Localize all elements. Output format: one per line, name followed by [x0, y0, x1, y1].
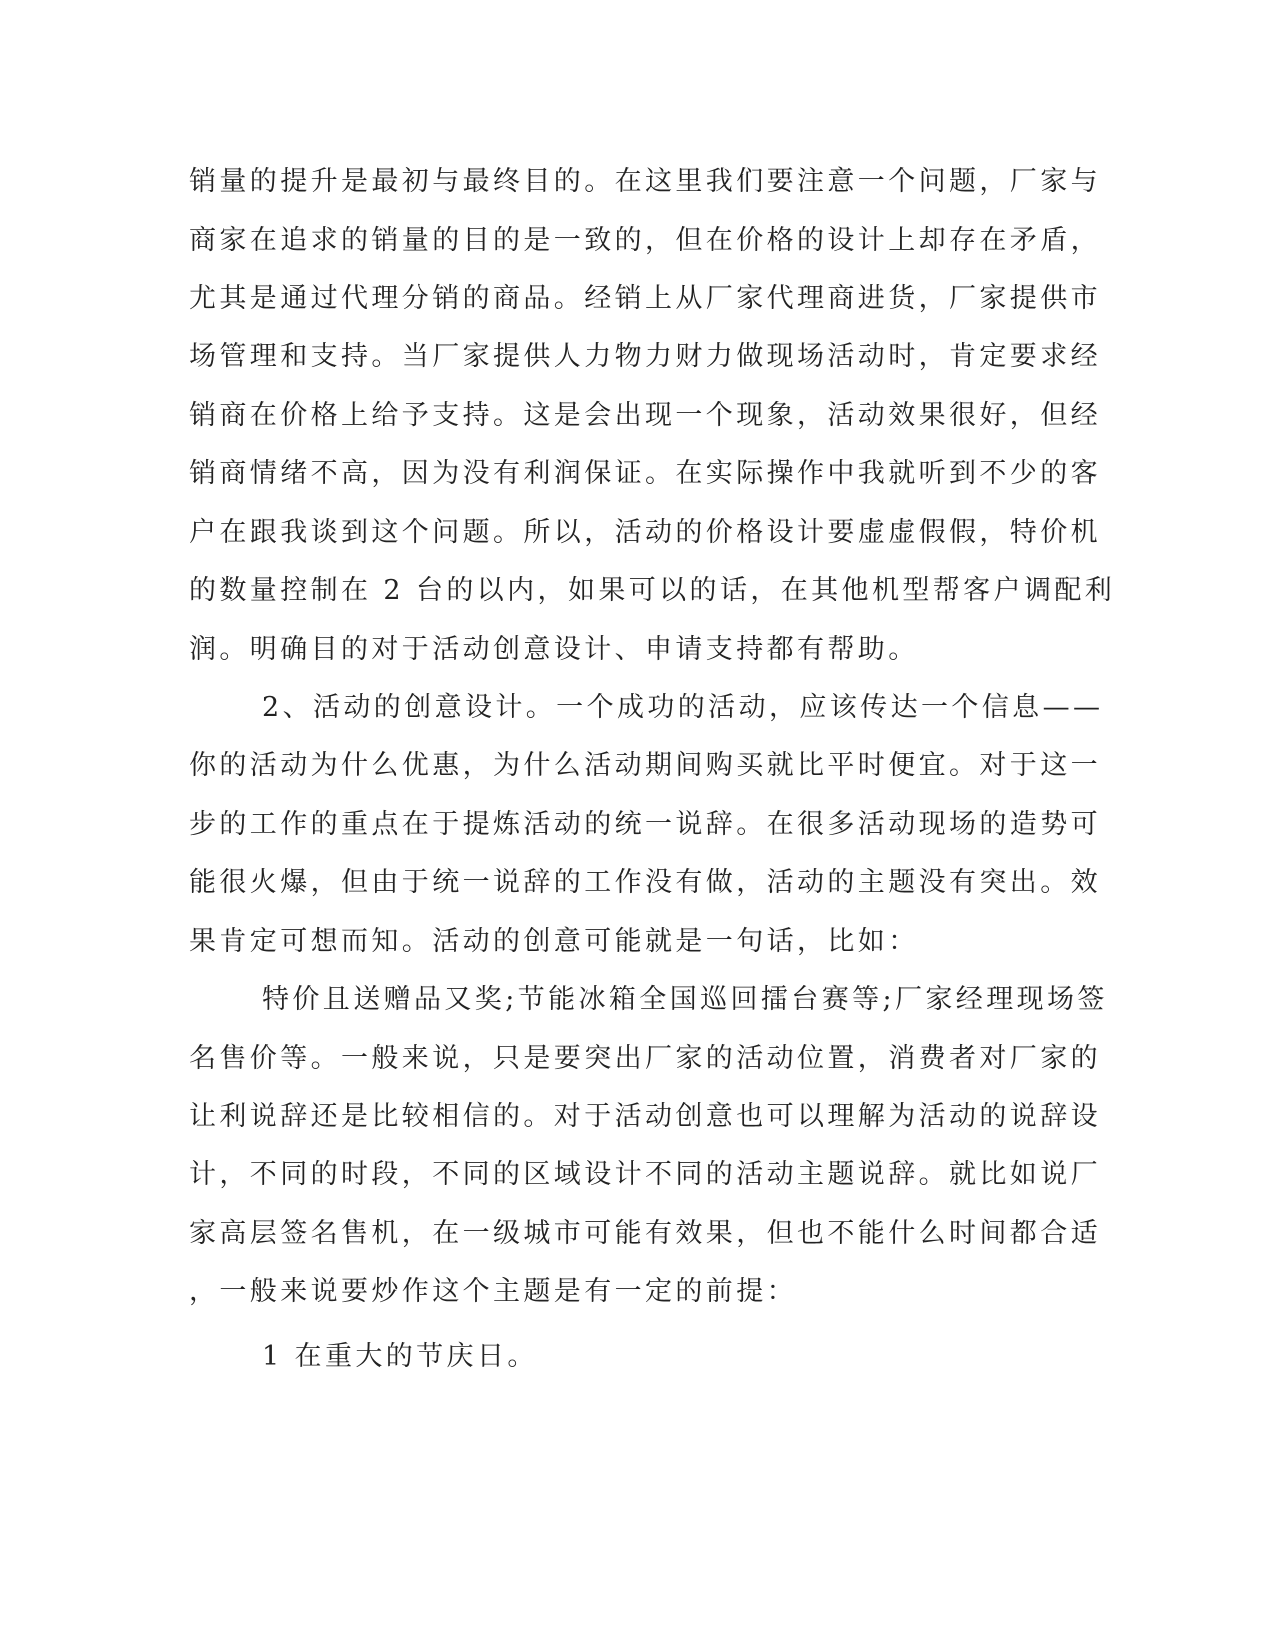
text-line: 场管理和支持。当厂家提供人力物力财力做现场活动时，肯定要求经 — [189, 341, 1101, 372]
text-line: 步的工作的重点在于提炼活动的统一说辞。在很多活动现场的造势可 — [189, 809, 1101, 840]
text-line: 尤其是通过代理分销的商品。经销上从厂家代理商进货，厂家提供市 — [189, 283, 1101, 314]
text-line: 销量的提升是最初与最终目的。在这里我们要注意一个问题，厂家与 — [189, 166, 1101, 197]
text-line: 润。明确目的对于活动创意设计、申请支持都有帮助。 — [189, 634, 919, 665]
text-line: 让利说辞还是比较相信的。对于活动创意也可以理解为活动的说辞设 — [189, 1101, 1101, 1132]
text-line: 商家在追求的销量的目的是一致的，但在价格的设计上却存在矛盾， — [189, 225, 1101, 256]
text-line: 的数量控制在 2 台的以内，如果可以的话，在其他机型帮客户调配利 — [189, 575, 1116, 606]
text-line: 名售价等。一般来说，只是要突出厂家的活动位置，消费者对厂家的 — [189, 1043, 1101, 1074]
section-heading-line: 2、活动的创意设计。一个成功的活动，应该传达一个信息—— — [262, 692, 1104, 723]
text-line: 销商情绪不高，因为没有利润保证。在实际操作中我就听到不少的客 — [189, 458, 1101, 489]
list-item-line: 1 在重大的节庆日。 — [262, 1341, 538, 1372]
text-line: 你的活动为什么优惠，为什么活动期间购买就比平时便宜。对于这一 — [189, 750, 1101, 781]
text-line: 计，不同的时段，不同的区域设计不同的活动主题说辞。就比如说厂 — [189, 1159, 1101, 1190]
text-line: 销商在价格上给予支持。这是会出现一个现象，活动效果很好，但经 — [189, 400, 1101, 431]
text-line: 家高层签名售机，在一级城市可能有效果，但也不能什么时间都合适 — [189, 1218, 1101, 1249]
text-line: 特价且送赠品又奖;节能冰箱全国巡回擂台赛等;厂家经理现场签 — [262, 984, 1108, 1015]
text-line: 能很火爆，但由于统一说辞的工作没有做，活动的主题没有突出。效 — [189, 867, 1101, 898]
text-line: ，一般来说要炒作这个主题是有一定的前提： — [189, 1276, 797, 1307]
text-line: 户在跟我谈到这个问题。所以，活动的价格设计要虚虚假假，特价机 — [189, 517, 1101, 548]
text-line: 果肯定可想而知。活动的创意可能就是一句话，比如： — [189, 926, 919, 957]
